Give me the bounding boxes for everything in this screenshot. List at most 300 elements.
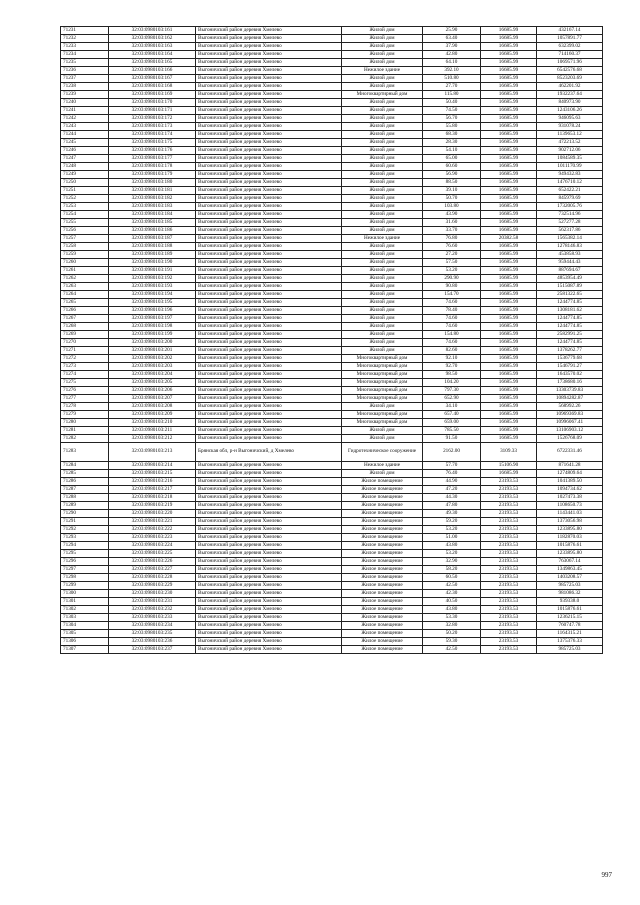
cadastral-number-cell: 32:03:0980103:218 <box>109 494 196 502</box>
address-cell: Выгоничский район деревня Хмелево <box>196 622 342 630</box>
cadastral-number-cell: 32:03:0980103:215 <box>109 470 196 478</box>
object-type-cell: Жилое помещение <box>342 646 423 654</box>
object-type-cell: Жилое помещение <box>342 558 423 566</box>
object-type-cell: Нежилое здание <box>342 462 423 470</box>
unit-value-cell: 16685.99 <box>481 67 537 75</box>
table-row <box>61 403 603 411</box>
address-cell: Выгоничский район деревня Хмелево <box>196 371 342 379</box>
cadastral-number-cell: 32:03:0980103:216 <box>109 478 196 486</box>
object-type-cell: Жилое помещение <box>342 486 423 494</box>
area-cell: 43.80 <box>423 606 481 614</box>
object-type-cell: Жилой дом <box>342 179 423 187</box>
row-number-cell: 71271 <box>61 347 109 355</box>
cadastral-value-cell: 1243106.26 <box>537 107 603 115</box>
cadastral-value-cell: 949432.83 <box>537 171 603 179</box>
table-row <box>61 427 603 435</box>
address-cell: Выгоничский район деревня Хмелево <box>196 67 342 75</box>
object-type-cell: Жилой дом <box>342 123 423 131</box>
unit-value-cell: 16685.99 <box>481 307 537 315</box>
cadastral-value-cell: 714160.37 <box>537 51 603 59</box>
unit-value-cell: 16685.99 <box>481 243 537 251</box>
table-row <box>61 51 603 59</box>
object-type-cell: Жилое помещение <box>342 638 423 646</box>
cadastral-number-cell: 32:03:0980103:212 <box>109 435 196 443</box>
area-cell: 51.00 <box>423 534 481 542</box>
unit-value-cell: 16685.99 <box>481 323 537 331</box>
cadastral-number-cell: 32:03:0980103:231 <box>109 598 196 606</box>
unit-value-cell: 16685.99 <box>481 331 537 339</box>
table-row <box>61 411 603 419</box>
object-type-cell: Жилой дом <box>342 139 423 147</box>
unit-value-cell: 23193.53 <box>481 566 537 574</box>
object-type-cell: Жилой дом <box>342 267 423 275</box>
table-row <box>61 582 603 590</box>
object-type-cell: Жилой дом <box>342 155 423 163</box>
unit-value-cell: 16685.99 <box>481 299 537 307</box>
address-cell: Выгоничский район деревня Хмелево <box>196 355 342 363</box>
area-cell: 50.70 <box>423 195 481 203</box>
object-type-cell: Жилое помещение <box>342 574 423 582</box>
unit-value-cell: 16685.99 <box>481 163 537 171</box>
address-cell: Выгоничский район деревня Хмелево <box>196 315 342 323</box>
object-type-cell: Жилое помещение <box>342 630 423 638</box>
area-cell: 58.20 <box>423 566 481 574</box>
cadastral-value-cell: 1515087.89 <box>537 283 603 291</box>
unit-value-cell: 16685.99 <box>481 59 537 67</box>
address-cell: Выгоничский район деревня Хмелево <box>196 646 342 654</box>
object-type-cell: Жилое помещение <box>342 550 423 558</box>
cadastral-value-cell: 1643570.02 <box>537 371 603 379</box>
row-number-cell: 71247 <box>61 155 109 163</box>
table-row <box>61 171 603 179</box>
address-cell: Выгоничский район деревня Хмелево <box>196 542 342 550</box>
table-row <box>61 339 603 347</box>
table-row <box>61 494 603 502</box>
row-number-cell: 71278 <box>61 403 109 411</box>
area-cell: 60.60 <box>423 163 481 171</box>
row-number-cell: 71260 <box>61 259 109 267</box>
table-row <box>61 187 603 195</box>
cadastral-number-cell: 32:03:0980103:211 <box>109 427 196 435</box>
cadastral-value-cell: 1536779.68 <box>537 355 603 363</box>
cadastral-value-cell: 946095.63 <box>537 115 603 123</box>
area-cell: 56.70 <box>423 115 481 123</box>
table-row <box>61 323 603 331</box>
row-number-cell: 71266 <box>61 307 109 315</box>
cadastral-value-cell: 1373056.98 <box>537 518 603 526</box>
cadastral-value-cell: 760747.78 <box>537 622 603 630</box>
table-row <box>61 630 603 638</box>
area-cell: 657.40 <box>423 411 481 419</box>
area-cell: 74.60 <box>423 315 481 323</box>
cadastral-number-cell: 32:03:0980103:188 <box>109 243 196 251</box>
address-cell: Выгоничский район деревня Хмелево <box>196 470 342 478</box>
cadastral-number-cell: 32:03:0980103:169 <box>109 91 196 99</box>
address-cell: Выгоничский район деревня Хмелево <box>196 235 342 243</box>
row-number-cell: 71236 <box>61 67 109 75</box>
table-row <box>61 646 603 654</box>
unit-value-cell: 16685.99 <box>481 283 537 291</box>
row-number-cell: 71248 <box>61 163 109 171</box>
table-row <box>61 67 603 75</box>
address-cell: Выгоничский район деревня Хмелево <box>196 219 342 227</box>
table-row <box>61 379 603 387</box>
cadastral-value-cell: 10894282.87 <box>537 395 603 403</box>
cadastral-value-cell: 527277.28 <box>537 219 603 227</box>
row-number-cell: 71289 <box>61 502 109 510</box>
area-cell: 47.80 <box>423 502 481 510</box>
table-row <box>61 638 603 646</box>
area-cell: 652.90 <box>423 395 481 403</box>
area-cell: 57.50 <box>423 259 481 267</box>
cadastral-value-cell: 845979.69 <box>537 195 603 203</box>
object-type-cell: Жилой дом <box>342 187 423 195</box>
cadastral-value-cell: 462201.92 <box>537 83 603 91</box>
address-cell: Выгоничский район деревня Хмелево <box>196 115 342 123</box>
cadastral-value-cell: 1565382.14 <box>537 235 603 243</box>
row-number-cell: 71235 <box>61 59 109 67</box>
table-row <box>61 163 603 171</box>
row-number-cell: 71288 <box>61 494 109 502</box>
table-body <box>61 27 603 654</box>
cadastral-value-cell: 1069571.96 <box>537 59 603 67</box>
address-cell: Выгоничский район деревня Хмелево <box>196 195 342 203</box>
area-cell: 392.10 <box>423 67 481 75</box>
row-number-cell: 71241 <box>61 107 109 115</box>
row-number-cell: 71272 <box>61 355 109 363</box>
unit-value-cell: 16685.99 <box>481 139 537 147</box>
table-row <box>61 235 603 243</box>
cadastral-value-cell: 1057891.77 <box>537 35 603 43</box>
table-row <box>61 155 603 163</box>
cadastral-number-cell: 32:03:0980103:182 <box>109 195 196 203</box>
cadastral-number-cell: 32:03:0980103:180 <box>109 179 196 187</box>
table-row <box>61 291 603 299</box>
object-type-cell: Жилой дом <box>342 403 423 411</box>
area-cell: 53.30 <box>423 614 481 622</box>
table-row <box>61 267 603 275</box>
table-row <box>61 486 603 494</box>
unit-value-cell: 16685.99 <box>481 251 537 259</box>
area-cell: 68.30 <box>423 131 481 139</box>
cadastral-value-cell: 2581322.65 <box>537 291 603 299</box>
unit-value-cell: 23193.53 <box>481 542 537 550</box>
row-number-cell: 71262 <box>61 275 109 283</box>
cadastral-number-cell: 32:03:0980103:167 <box>109 75 196 83</box>
cadastral-number-cell: 32:03:0980103:226 <box>109 558 196 566</box>
address-cell: Выгоничский район деревня Хмелево <box>196 107 342 115</box>
cadastral-value-cell: 931078.24 <box>537 123 603 131</box>
unit-value-cell: 16685.99 <box>481 147 537 155</box>
cadastral-number-cell: 32:03:0980103:213 <box>109 443 196 462</box>
cadastral-number-cell: 32:03:0980103:178 <box>109 163 196 171</box>
unit-value-cell: 23193.53 <box>481 614 537 622</box>
table-row <box>61 614 603 622</box>
object-type-cell: Нежилое здание <box>342 67 423 75</box>
unit-value-cell: 16685.99 <box>481 387 537 395</box>
cadastral-value-cell: 840973.90 <box>537 99 603 107</box>
unit-value-cell: 16685.99 <box>481 435 537 443</box>
address-cell: Выгоничский район деревня Хмелево <box>196 534 342 542</box>
area-cell: 44.30 <box>423 494 481 502</box>
row-number-cell: 71269 <box>61 331 109 339</box>
cadastral-value-cell: 985725.03 <box>537 582 603 590</box>
row-number-cell: 71295 <box>61 550 109 558</box>
cadastral-number-cell: 32:03:0980103:207 <box>109 395 196 403</box>
row-number-cell: 71294 <box>61 542 109 550</box>
cadastral-value-cell: 732514.96 <box>537 211 603 219</box>
row-number-cell: 71283 <box>61 443 109 462</box>
cadastral-number-cell: 32:03:0980103:179 <box>109 171 196 179</box>
cadastral-value-cell: 1403208.57 <box>537 574 603 582</box>
unit-value-cell: 23193.53 <box>481 574 537 582</box>
address-cell: Выгоничский район деревня Хмелево <box>196 243 342 251</box>
cadastral-value-cell: 13303739.83 <box>537 387 603 395</box>
object-type-cell: Жилой дом <box>342 59 423 67</box>
table-row <box>61 526 603 534</box>
row-number-cell: 71300 <box>61 590 109 598</box>
cadastral-value-cell: 632399.02 <box>537 43 603 51</box>
object-type-cell: Жилой дом <box>342 115 423 123</box>
unit-value-cell: 16685.99 <box>481 131 537 139</box>
table-row <box>61 534 603 542</box>
object-type-cell: Жилое помещение <box>342 542 423 550</box>
object-type-cell: Жилой дом <box>342 435 423 443</box>
area-cell: 92.10 <box>423 355 481 363</box>
row-number-cell: 71268 <box>61 323 109 331</box>
cadastral-number-cell: 32:03:0980103:198 <box>109 323 196 331</box>
address-cell: Выгоничский район деревня Хмелево <box>196 339 342 347</box>
cadastral-value-cell: 959444.43 <box>537 259 603 267</box>
row-number-cell: 71296 <box>61 558 109 566</box>
area-cell: 90.80 <box>423 283 481 291</box>
table-row <box>61 574 603 582</box>
cadastral-number-cell: 32:03:0980103:221 <box>109 518 196 526</box>
cadastral-number-cell: 32:03:0980103:171 <box>109 107 196 115</box>
row-number-cell: 71249 <box>61 171 109 179</box>
address-cell: Выгоничский район деревня Хмелево <box>196 550 342 558</box>
table-row <box>61 211 603 219</box>
cadastral-value-cell: 763067.14 <box>537 558 603 566</box>
area-cell: 65.00 <box>423 155 481 163</box>
area-cell: 28.30 <box>423 139 481 147</box>
object-type-cell: Гидротехническое сооружение <box>342 443 423 462</box>
object-type-cell: Жилой дом <box>342 203 423 211</box>
object-type-cell: Жилое помещение <box>342 606 423 614</box>
table-row <box>61 518 603 526</box>
table-row <box>61 299 603 307</box>
cadastral-number-cell: 32:03:0980103:197 <box>109 315 196 323</box>
row-number-cell: 71270 <box>61 339 109 347</box>
address-cell: Выгоничский район деревня Хмелево <box>196 614 342 622</box>
object-type-cell: Многоквартирный дом <box>342 379 423 387</box>
unit-value-cell: 23193.53 <box>481 598 537 606</box>
cadastral-value-cell: 453858.93 <box>537 251 603 259</box>
table-row <box>61 371 603 379</box>
object-type-cell: Жилой дом <box>342 470 423 478</box>
cadastral-value-cell: 4853954.49 <box>537 275 603 283</box>
cadastral-value-cell: 1476710.12 <box>537 179 603 187</box>
area-cell: 103.80 <box>423 203 481 211</box>
cadastral-number-cell: 32:03:0980103:237 <box>109 646 196 654</box>
cadastral-number-cell: 32:03:0980103:176 <box>109 147 196 155</box>
object-type-cell: Жилой дом <box>342 315 423 323</box>
object-type-cell: Жилой дом <box>342 43 423 51</box>
unit-value-cell: 23193.53 <box>481 502 537 510</box>
cadastral-number-cell: 32:03:0980103:184 <box>109 211 196 219</box>
cadastral-number-cell: 32:03:0980103:168 <box>109 83 196 91</box>
table-row <box>61 606 603 614</box>
cadastral-value-cell: 902712.06 <box>537 147 603 155</box>
row-number-cell: 71259 <box>61 251 109 259</box>
address-cell: Выгоничский район деревня Хмелево <box>196 59 342 67</box>
area-cell: 57.70 <box>423 462 481 470</box>
object-type-cell: Жилой дом <box>342 195 423 203</box>
object-type-cell: Жилой дом <box>342 339 423 347</box>
cadastral-value-cell: 432167.14 <box>537 27 603 35</box>
address-cell: Выгоничский район деревня Хмелево <box>196 379 342 387</box>
address-cell: Выгоничский район деревня Хмелево <box>196 526 342 534</box>
unit-value-cell: 16685.99 <box>481 470 537 478</box>
cadastral-number-cell: 32:03:0980103:222 <box>109 526 196 534</box>
unit-value-cell: 23193.53 <box>481 478 537 486</box>
row-number-cell: 71255 <box>61 219 109 227</box>
unit-value-cell: 23193.53 <box>481 646 537 654</box>
cadastral-value-cell: 1378262.77 <box>537 347 603 355</box>
area-cell: 2162.00 <box>423 443 481 462</box>
cadastral-value-cell: 1108650.73 <box>537 502 603 510</box>
address-cell: Брянская обл, р-н Выгоничский, д Хмелево <box>196 443 342 462</box>
area-cell: 76.80 <box>423 235 481 243</box>
table-row <box>61 550 603 558</box>
area-cell: 59.20 <box>423 518 481 526</box>
table-row <box>61 147 603 155</box>
table-row <box>61 107 603 115</box>
table-row <box>61 307 603 315</box>
unit-value-cell: 16685.99 <box>481 259 537 267</box>
cadastral-number-cell: 32:03:0980103:191 <box>109 267 196 275</box>
cadastral-value-cell: 652422.21 <box>537 187 603 195</box>
object-type-cell: Жилой дом <box>342 27 423 35</box>
cadastral-value-cell: 1011170.99 <box>537 163 603 171</box>
area-cell: 659.00 <box>423 419 481 427</box>
cadastral-number-cell: 32:03:0980103:203 <box>109 363 196 371</box>
address-cell: Выгоничский район деревня Хмелево <box>196 435 342 443</box>
unit-value-cell: 23193.53 <box>481 494 537 502</box>
table-row <box>61 347 603 355</box>
address-cell: Выгоничский район деревня Хмелево <box>196 582 342 590</box>
cadastral-number-cell: 32:03:0980103:187 <box>109 235 196 243</box>
row-number-cell: 71285 <box>61 470 109 478</box>
row-number-cell: 71298 <box>61 574 109 582</box>
area-cell: 39.10 <box>423 187 481 195</box>
area-cell: 27.70 <box>423 83 481 91</box>
unit-value-cell: 23193.53 <box>481 622 537 630</box>
table-row <box>61 542 603 550</box>
table-row <box>61 622 603 630</box>
cadastral-number-cell: 32:03:0980103:219 <box>109 502 196 510</box>
address-cell: Выгоничский район деревня Хмелево <box>196 75 342 83</box>
table-row <box>61 195 603 203</box>
address-cell: Выгоничский район деревня Хмелево <box>196 291 342 299</box>
unit-value-cell: 16685.99 <box>481 427 537 435</box>
unit-value-cell: 23193.53 <box>481 630 537 638</box>
area-cell: 154.70 <box>423 291 481 299</box>
cadastral-value-cell: 562317.86 <box>537 227 603 235</box>
table-row <box>61 227 603 235</box>
unit-value-cell: 23193.53 <box>481 526 537 534</box>
object-type-cell: Жилой дом <box>342 427 423 435</box>
cadastral-value-cell: 1244774.85 <box>537 339 603 347</box>
address-cell: Выгоничский район деревня Хмелево <box>196 494 342 502</box>
cadastral-value-cell: 1244774.85 <box>537 323 603 331</box>
cadastral-value-cell: 1244774.85 <box>537 299 603 307</box>
row-number-cell: 71279 <box>61 411 109 419</box>
table-row <box>61 251 603 259</box>
row-number-cell: 71237 <box>61 75 109 83</box>
object-type-cell: Жилое помещение <box>342 590 423 598</box>
cadastral-value-cell: 1932237.64 <box>537 91 603 99</box>
object-type-cell: Жилой дом <box>342 219 423 227</box>
cadastral-value-cell: 1274809.64 <box>537 470 603 478</box>
object-type-cell: Жилое помещение <box>342 534 423 542</box>
address-cell: Выгоничский район деревня Хмелево <box>196 123 342 131</box>
row-number-cell: 71301 <box>61 598 109 606</box>
area-cell: 42.50 <box>423 582 481 590</box>
object-type-cell: Жилой дом <box>342 307 423 315</box>
table-row <box>61 115 603 123</box>
row-number-cell: 71306 <box>61 638 109 646</box>
cadastral-value-cell: 1182870.03 <box>537 534 603 542</box>
address-cell: Выгоничский район деревня Хмелево <box>196 259 342 267</box>
area-cell: 55.80 <box>423 123 481 131</box>
row-number-cell: 71307 <box>61 646 109 654</box>
address-cell: Выгоничский район деревня Хмелево <box>196 486 342 494</box>
cadastral-number-cell: 32:03:0980103:223 <box>109 534 196 542</box>
cadastral-value-cell: 1732005.76 <box>537 203 603 211</box>
cadastral-value-cell: 1526768.09 <box>537 435 603 443</box>
table-row <box>61 355 603 363</box>
row-number-cell: 71273 <box>61 363 109 371</box>
table-row <box>61 443 603 462</box>
row-number-cell: 71281 <box>61 427 109 435</box>
table-row <box>61 590 603 598</box>
cadastral-value-cell: 981086.32 <box>537 590 603 598</box>
table-row <box>61 275 603 283</box>
row-number-cell: 71304 <box>61 622 109 630</box>
area-cell: 91.50 <box>423 435 481 443</box>
unit-value-cell: 23193.53 <box>481 582 537 590</box>
row-number-cell: 71257 <box>61 235 109 243</box>
cadastral-number-cell: 32:03:0980103:214 <box>109 462 196 470</box>
cadastral-value-cell: 1244774.85 <box>537 315 603 323</box>
row-number-cell: 71250 <box>61 179 109 187</box>
cadastral-number-cell: 32:03:0980103:201 <box>109 347 196 355</box>
row-number-cell: 71265 <box>61 299 109 307</box>
unit-value-cell: 16685.99 <box>481 339 537 347</box>
address-cell: Выгоничский район деревня Хмелево <box>196 267 342 275</box>
area-cell: 44.90 <box>423 478 481 486</box>
area-cell: 510.80 <box>423 75 481 83</box>
address-cell: Выгоничский район деревня Хмелево <box>196 403 342 411</box>
area-cell: 88.50 <box>423 179 481 187</box>
table-row <box>61 59 603 67</box>
row-number-cell: 71286 <box>61 478 109 486</box>
unit-value-cell: 16685.99 <box>481 51 537 59</box>
cadastral-number-cell: 32:03:0980103:193 <box>109 283 196 291</box>
unit-value-cell: 23193.53 <box>481 590 537 598</box>
object-type-cell: Жилой дом <box>342 283 423 291</box>
